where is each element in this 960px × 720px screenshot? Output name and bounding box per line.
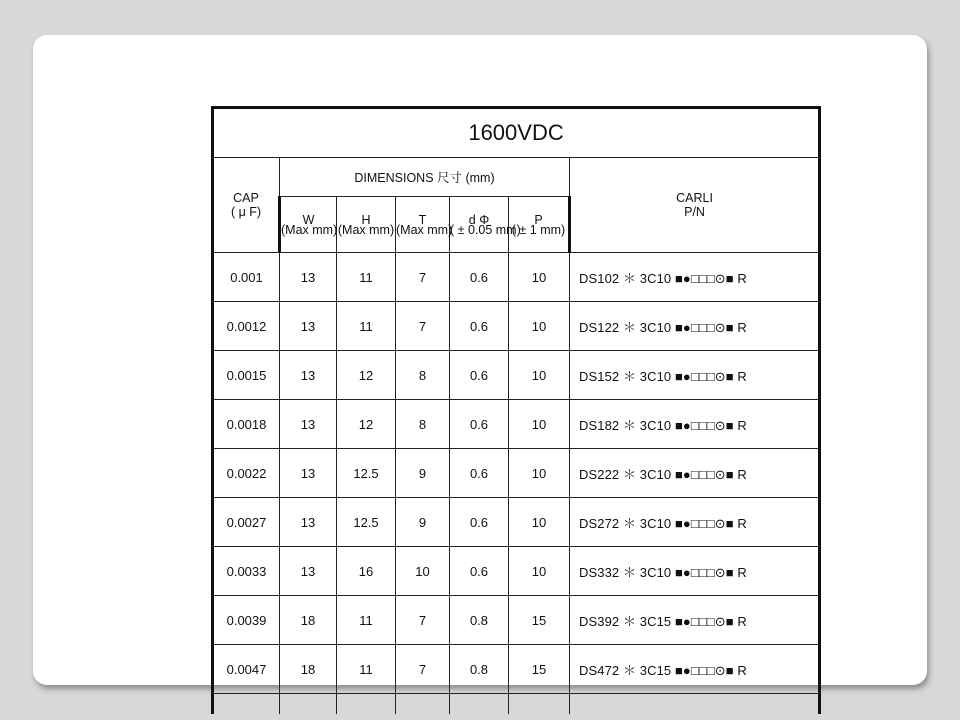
pitch-header-label: P — [534, 212, 543, 227]
width-cell: 13 — [280, 547, 337, 596]
thickness-header-label: T — [418, 212, 427, 227]
height-cell: 11 — [337, 596, 396, 645]
thickness-cell: 8 — [396, 351, 450, 400]
width-cell: 13 — [280, 253, 337, 302]
table-row-partial — [213, 694, 820, 715]
height-cell: 12 — [337, 351, 396, 400]
part-number-cell: DS392 ＊ 3C15 ■●□□□⊙■ R — [570, 596, 820, 645]
slide-card — [33, 35, 927, 685]
lead-diameter-cell: 0.8 — [450, 645, 509, 694]
pitch-cell: 10 — [509, 498, 570, 547]
part-number-cell: DS222 ＊ 3C10 ■●□□□⊙■ R — [570, 449, 820, 498]
carli-pn-header — [570, 158, 820, 253]
width-cell: 13 — [280, 498, 337, 547]
height-cell: 11 — [337, 645, 396, 694]
width-cell: 18 — [280, 645, 337, 694]
cap-header-label: CAP — [233, 191, 259, 205]
width-cell: 18 — [280, 596, 337, 645]
table-row — [213, 645, 820, 694]
spec-table-container — [211, 106, 818, 698]
pitch-cell: 10 — [509, 302, 570, 351]
part-number-cell: DS102 ＊ 3C10 ■●□□□⊙■ R — [570, 253, 820, 302]
width-cell: 13 — [280, 400, 337, 449]
lead-diameter-cell: 0.8 — [450, 596, 509, 645]
cap-cell: 0.0022 — [213, 449, 280, 498]
table-title: 1600VDC — [213, 108, 820, 158]
pitch-cell: 15 — [509, 645, 570, 694]
lead-diameter-cell: 0.6 — [450, 498, 509, 547]
table-row — [213, 547, 820, 596]
width-cell: 13 — [280, 302, 337, 351]
lead-diameter-cell: 0.6 — [450, 400, 509, 449]
pitch-cell: 10 — [509, 351, 570, 400]
thickness-cell: 10 — [396, 547, 450, 596]
part-number-cell: DS472 ＊ 3C15 ■●□□□⊙■ R — [570, 645, 820, 694]
thickness-header — [396, 197, 453, 253]
table-row — [213, 498, 820, 547]
cap-cell: 0.0012 — [213, 302, 280, 351]
part-number-cell: DS272 ＊ 3C10 ■●□□□⊙■ R — [570, 498, 820, 547]
height-cell: 12 — [337, 400, 396, 449]
pn-header-label: P/N — [684, 205, 705, 219]
height-header — [337, 197, 396, 253]
thickness-cell: 7 — [396, 645, 450, 694]
pitch-header-unit: ( ± 1 mm) — [511, 222, 566, 237]
cap-cell: 0.001 — [213, 253, 280, 302]
cap-cell: 0.0047 — [213, 645, 280, 694]
height-cell: 11 — [337, 253, 396, 302]
pitch-header — [509, 197, 570, 253]
pitch-cell: 10 — [509, 449, 570, 498]
cap-cell: 0.0027 — [213, 498, 280, 547]
cap-header — [213, 158, 280, 253]
height-header-unit: (Max mm) — [337, 222, 395, 237]
pitch-cell: 15 — [509, 596, 570, 645]
table-row — [213, 449, 820, 498]
width-header — [280, 197, 337, 253]
cap-cell: 0.0018 — [213, 400, 280, 449]
thickness-cell: 9 — [396, 498, 450, 547]
lead-diameter-header-label: d Φ — [468, 212, 490, 227]
height-cell: 12.5 — [337, 449, 396, 498]
lead-diameter-cell: 0.6 — [450, 302, 509, 351]
pitch-cell: 10 — [509, 253, 570, 302]
carli-header-label: CARLI — [676, 191, 713, 205]
height-header-label: H — [361, 212, 371, 227]
lead-diameter-cell: 0.6 — [450, 449, 509, 498]
table-row — [213, 302, 820, 351]
lead-diameter-cell: 0.6 — [450, 253, 509, 302]
width-cell: 13 — [280, 449, 337, 498]
table-row — [213, 351, 820, 400]
lead-diameter-cell: 0.6 — [450, 351, 509, 400]
width-header-label: W — [302, 212, 315, 227]
capacitor-spec-table — [211, 106, 821, 714]
height-cell: 11 — [337, 302, 396, 351]
pitch-cell: 10 — [509, 400, 570, 449]
part-number-cell: DS122 ＊ 3C10 ■●□□□⊙■ R — [570, 302, 820, 351]
lead-diameter-cell: 0.6 — [450, 547, 509, 596]
cap-cell: 0.0015 — [213, 351, 280, 400]
width-header-unit: (Max mm) — [281, 222, 338, 237]
table-row — [213, 596, 820, 645]
table-row — [213, 400, 820, 449]
thickness-cell: 7 — [396, 253, 450, 302]
height-cell: 12.5 — [337, 498, 396, 547]
thickness-cell: 7 — [396, 302, 450, 351]
thickness-header-unit: (Max mm) — [396, 222, 453, 237]
thickness-cell: 9 — [396, 449, 450, 498]
part-number-cell: DS182 ＊ 3C10 ■●□□□⊙■ R — [570, 400, 820, 449]
height-cell: 16 — [337, 547, 396, 596]
lead-diameter-header-unit: ( ± 0.05 mm) — [450, 222, 521, 237]
table-row — [213, 253, 820, 302]
cap-cell: 0.0039 — [213, 596, 280, 645]
thickness-cell: 7 — [396, 596, 450, 645]
part-number-cell: DS152 ＊ 3C10 ■●□□□⊙■ R — [570, 351, 820, 400]
width-cell: 13 — [280, 351, 337, 400]
pitch-cell: 10 — [509, 547, 570, 596]
thickness-cell: 8 — [396, 400, 450, 449]
dimensions-header: DIMENSIONS 尺寸 (mm) — [280, 158, 570, 197]
cap-header-unit: ( μ F) — [230, 205, 262, 219]
part-number-cell: DS332 ＊ 3C10 ■●□□□⊙■ R — [570, 547, 820, 596]
lead-diameter-header — [450, 197, 521, 253]
cap-cell: 0.0033 — [213, 547, 280, 596]
